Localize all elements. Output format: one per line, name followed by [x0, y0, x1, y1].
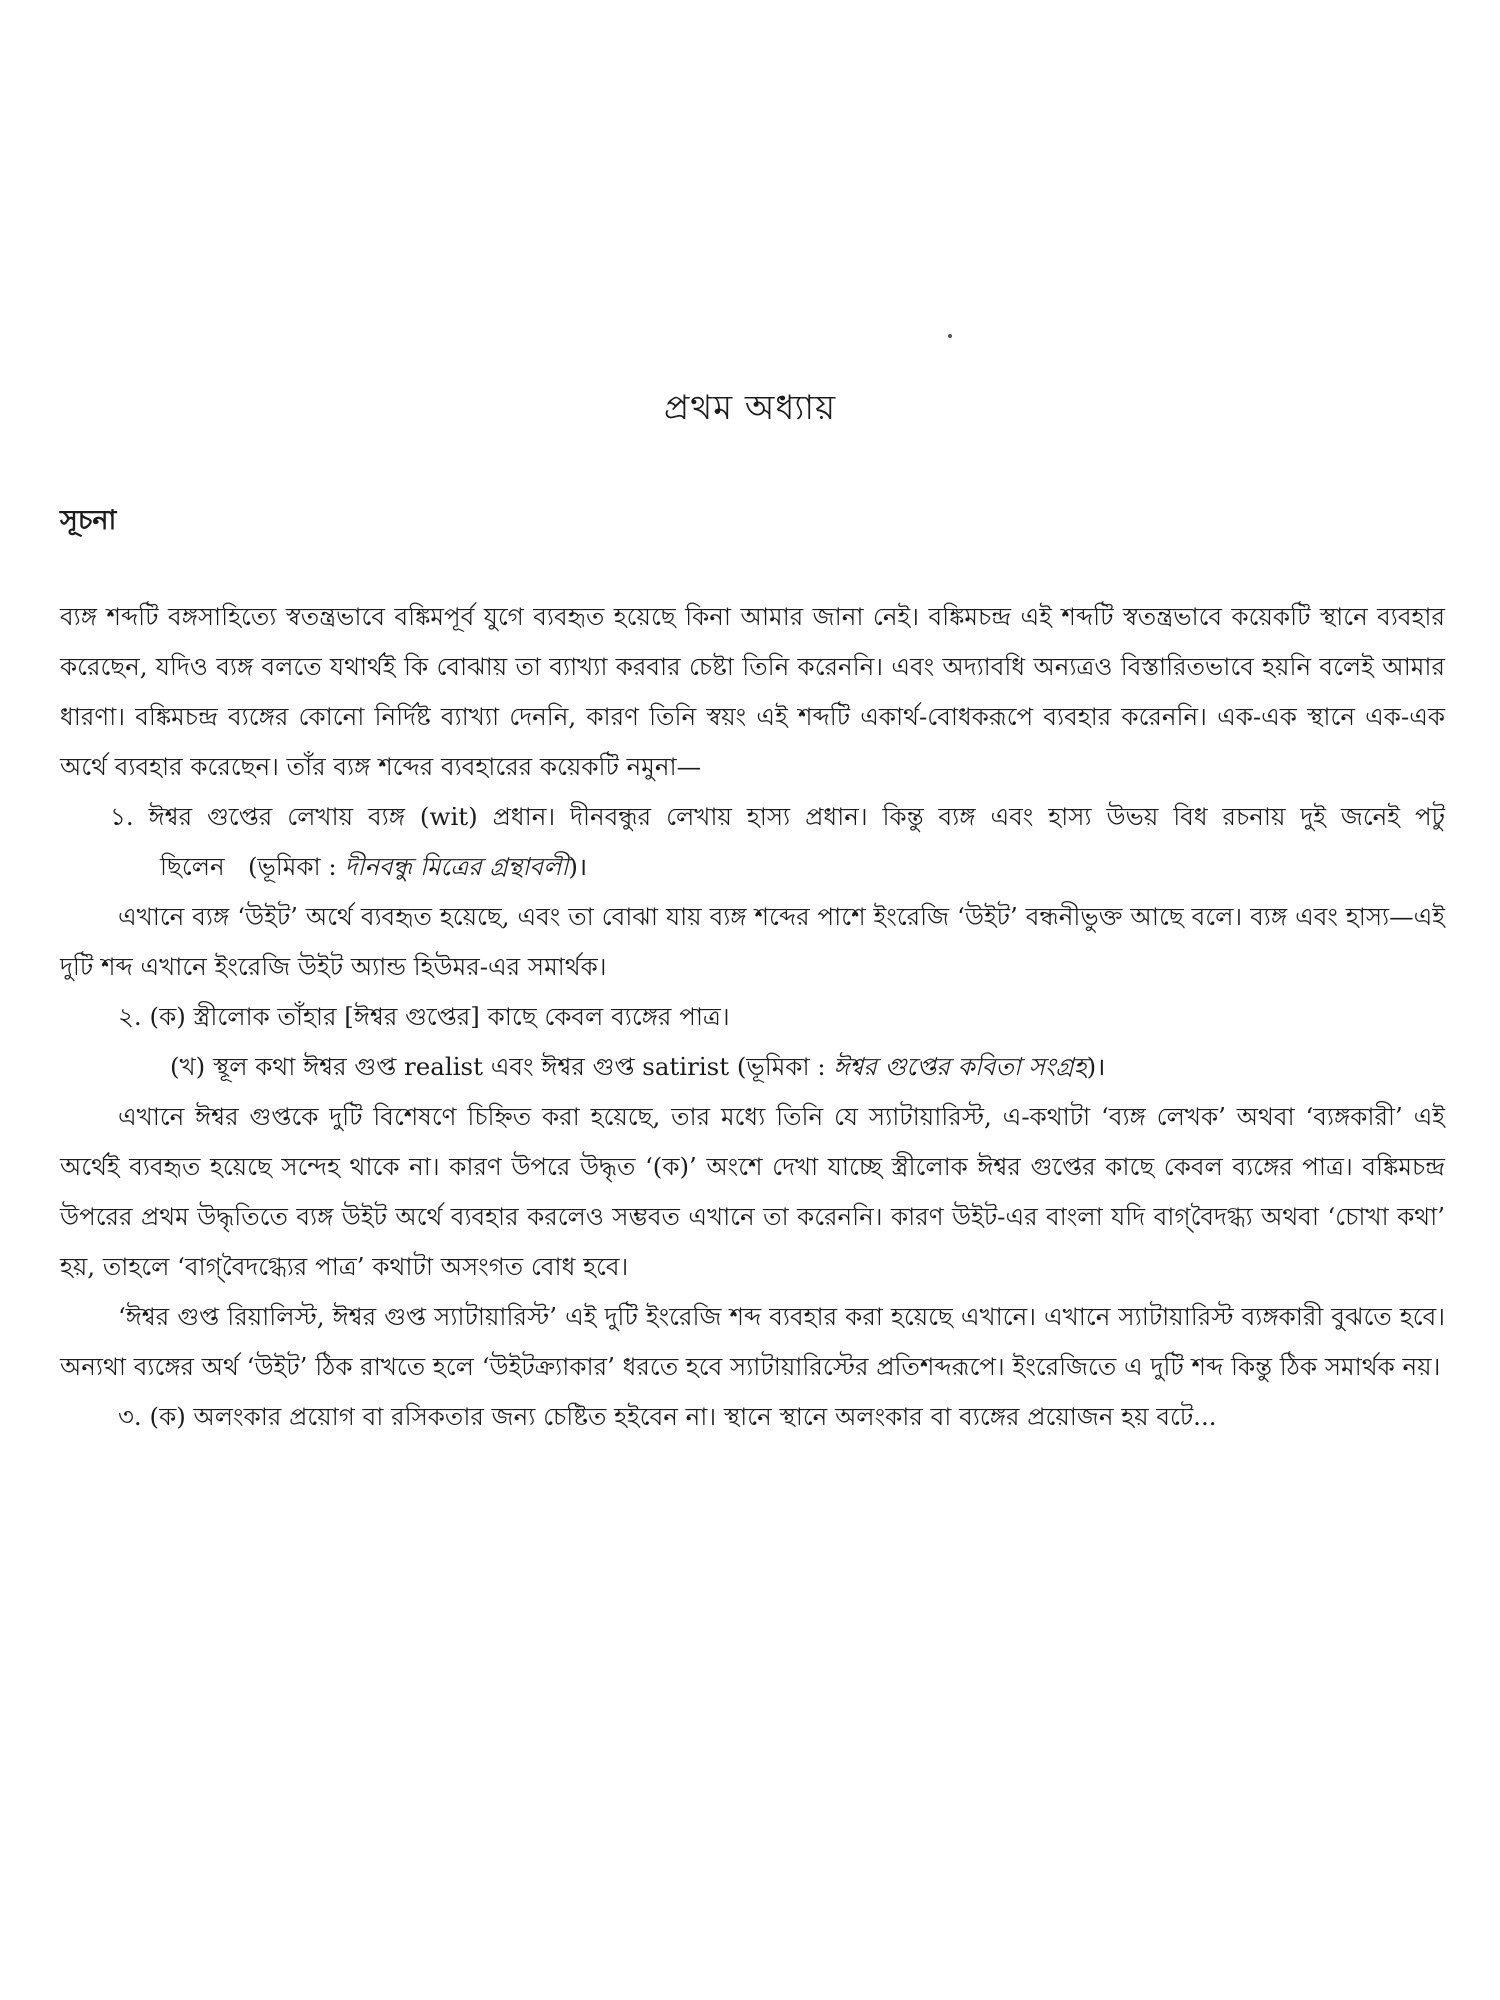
quote-item-2b — [60, 1042, 1445, 1092]
reference-title: ঈশ্বর গুপ্তের কবিতা সংগ্রহ — [833, 1052, 1087, 1081]
quote-item-1 — [60, 792, 1445, 892]
quote-item-1-text: ১. ঈশ্বর গুপ্তের লেখায় ব্যঙ্গ (wit) প্রধান। দীনবন্ধুর লেখায় হাস্য প্রধান। কিন্তু ব্যঙ্গ এবং হাস্য উভয় বিধ রচনায় দুই জনেই পটু ছিলেন — [110, 802, 1445, 881]
reference-prefix: (ভূমিকা : — [247, 852, 345, 881]
reference-prefix: (ভূমিকা : — [736, 1052, 834, 1081]
chapter-title: প্রথম অধ্যায় — [663, 388, 837, 428]
quote-item-3a: ৩. (ক) অলংকার প্রয়োগ বা রসিকতার জন্য চেষ্টিত হইবেন না। স্থানে স্থানে অলংকার বা ব্যঙ্গের প্রয়োজন হয় বটে... — [118, 1402, 1217, 1431]
paragraph-4: ‘ঈশ্বর গুপ্ত রিয়ালিস্ট, ঈশ্বর গুপ্ত স্যাটায়ারিস্ট’ এই দুটি ইংরেজি শব্দ ব্যবহার করা হয়েছে এখানে। এখানে স্যাটায়ারিস্ট ব্যঙ্গকারী বুঝতে হবে। অন্যথা ব্যঙ্গের অর্থ ‘উইট’ ঠিক রাখতে হলে ‘উইটক্র্যাকার’ ধরতে হবে স্যাটায়ারিস্টের প্রতিশব্দরূপে। ইংরেজিতে এ দুটি শব্দ কিন্তু ঠিক সমার্থক নয়। — [60, 1302, 1445, 1381]
paragraph-3: এখানে ঈশ্বর গুপ্তকে দুটি বিশেষণে চিহ্নিত করা হয়েছে, তার মধ্যে তিনি যে স্যাটায়ারিস্ট, এ-কথাটা ‘ব্যঙ্গ লেখক’ অথবা ‘ব্যঙ্গকারী’ এই অর্থেই ব্যবহৃত হয়েছে সন্দেহ থাকে না। কারণ উপরে উদ্ধৃত ‘(ক)’ অংশে দেখা যাচ্ছে স্ত্রীলোক ঈশ্বর গুপ্তের কাছে কেবল ব্যঙ্গের পাত্র। বঙ্কিমচন্দ্র উপরের প্রথম উদ্ধৃতিতে ব্যঙ্গ উইট অর্থে ব্যবহার করলেও সম্ভবত এখানে তা করেননি। কারণ উইট-এর বাংলা যদি বাগ্‌বৈদগ্ধ্য অথবা ‘চোখা কথা’ হয়, তাহলে ‘বাগ্‌বৈদগ্ধ্যের পাত্র’ কথাটা অসংগত বোধ হবে। — [60, 1102, 1445, 1281]
quote-item-2b-text: (খ) স্থূল কথা ঈশ্বর গুপ্ত realist এবং ঈশ্বর গুপ্ত satirist — [170, 1052, 737, 1081]
speck-mark — [948, 334, 952, 338]
reference-title: দীনবন্ধু মিত্রের গ্রন্থাবলী — [344, 852, 569, 881]
quote-item-2b-reference — [737, 1052, 1106, 1081]
body-text — [60, 592, 1445, 1442]
paragraph-intro: ব্যঙ্গ শব্দটি বঙ্গসাহিত্যে স্বতন্ত্রভাবে বঙ্কিমপূর্ব যুগে ব্যবহৃত হয়েছে কিনা আমার জানা নেই। বঙ্কিমচন্দ্র এই শব্দটি স্বতন্ত্রভাবে কয়েকটি স্থানে ব্যবহার করেছেন, যদিও ব্যঙ্গ বলতে যথার্থই কি বোঝায় তা ব্যাখ্যা করবার চেষ্টা তিনি করেননি। এবং অদ্যাবধি অন্যত্রও বিস্তারিতভাবে হয়নি বলেই আমার ধারণা। বঙ্কিমচন্দ্র ব্যঙ্গের কোনো নির্দিষ্ট ব্যাখ্যা দেননি, কারণ তিনি স্বয়ং এই শব্দটি একার্থ-বোধকরূপে ব্যবহার করেননি। এক-এক স্থানে এক-এক অর্থে ব্যবহার করেছেন। তাঁর ব্যঙ্গ শব্দের ব্যবহারের কয়েকটি নমুনা— — [60, 602, 1445, 781]
reference-suffix: )। — [1086, 1052, 1106, 1081]
reference-suffix: )। — [568, 852, 588, 881]
section-heading: সূচনা — [60, 505, 117, 536]
paragraph-2: এখানে ব্যঙ্গ ‘উইট’ অর্থে ব্যবহৃত হয়েছে, এবং তা বোঝা যায় ব্যঙ্গ শব্দের পাশে ইংরেজি ‘উইট’ বন্ধনীভুক্ত আছে বলে। ব্যঙ্গ এবং হাস্য—এই দুটি শব্দ এখানে ইংরেজি উইট অ্যান্ড হিউমর-এর সমার্থক। — [60, 902, 1445, 981]
quote-item-1-reference — [248, 852, 587, 881]
quote-item-2a: ২. (ক) স্ত্রীলোক তাঁহার [ঈশ্বর গুপ্তের] কাছে কেবল ব্যঙ্গের পাত্র। — [118, 1002, 730, 1031]
